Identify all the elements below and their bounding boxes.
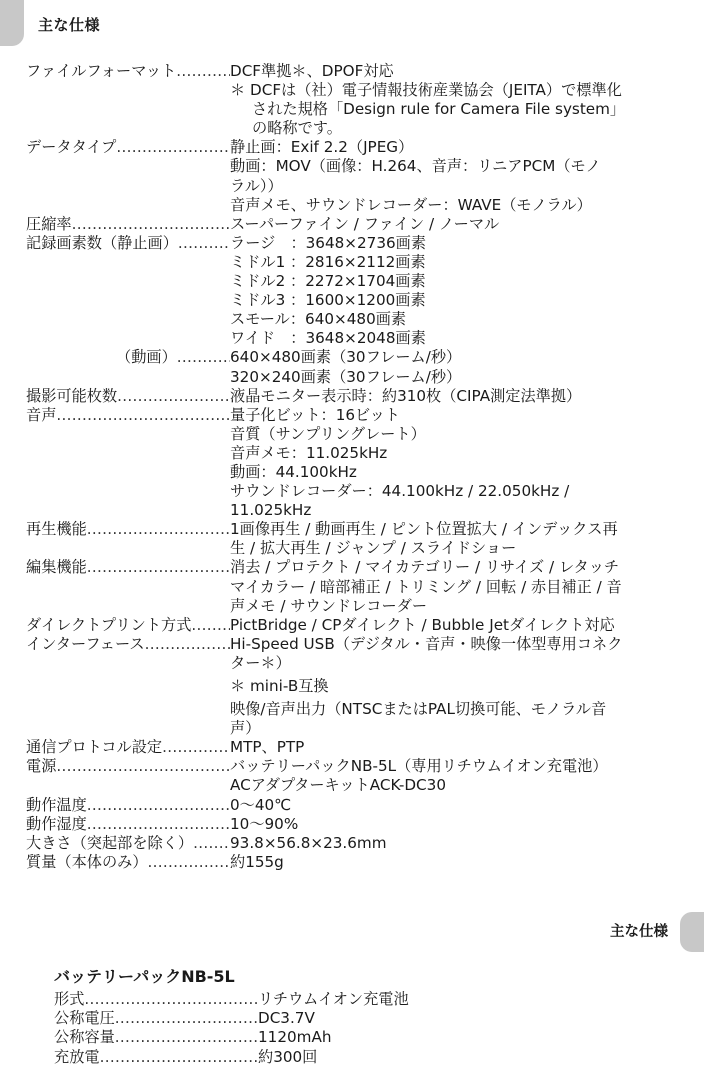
spec-value bbox=[230, 635, 666, 738]
spec-line: 約155g bbox=[230, 852, 284, 871]
spec-line: ター＊） bbox=[230, 653, 291, 672]
spec-row-humidity bbox=[26, 815, 666, 834]
leader-dots bbox=[87, 815, 230, 834]
battery-row-cycles bbox=[54, 1048, 434, 1067]
spec-label: インターフェース bbox=[26, 634, 145, 653]
spec-line: 音声メモ、サウンドレコーダー：WAVE（モノラル） bbox=[230, 195, 592, 214]
leader-dots bbox=[117, 387, 230, 406]
leader-dots bbox=[115, 1028, 258, 1047]
spec-label: 記録画素数（静止画） bbox=[26, 233, 178, 252]
spec-label: 音声 bbox=[26, 405, 57, 424]
spec-label: データタイプ bbox=[26, 138, 117, 157]
spec-line: 液晶モニター表示時：約310枚（CIPA測定法準拠） bbox=[230, 386, 582, 405]
spec-line: 音声メモ：11.025kHz bbox=[230, 443, 388, 462]
leader-dots bbox=[178, 234, 230, 253]
spec-line: スモール：640×480画素 bbox=[230, 310, 407, 329]
spec-row-temperature bbox=[26, 796, 666, 815]
leader-dots bbox=[148, 853, 231, 872]
spec-label: 質量（本体のみ） bbox=[26, 852, 148, 871]
spec-label: 通信プロトコル設定 bbox=[26, 738, 163, 757]
spec-value bbox=[230, 815, 666, 834]
spec-line: ラル）） bbox=[230, 176, 283, 195]
spec-label: 動作温度 bbox=[26, 795, 87, 814]
spec-line: 静止画：Exif 2.2（JPEG） bbox=[230, 138, 414, 157]
spec-line: 320×240画素（30フレーム/秒） bbox=[230, 367, 462, 386]
spec-label: 編集機能 bbox=[26, 558, 87, 577]
spec-row-editing bbox=[26, 558, 666, 615]
leader-dots bbox=[87, 796, 230, 815]
leader-dots bbox=[193, 834, 230, 853]
spec-label: （動画） bbox=[116, 348, 177, 367]
spec-line: 0～40℃ bbox=[230, 795, 292, 814]
spec-line: 映像/音声出力（NTSCまたはPAL切換可能、モノラル音 bbox=[230, 700, 607, 719]
battery-row-capacity bbox=[54, 1028, 434, 1047]
spec-line: ワイド ：3648×2048画素 bbox=[230, 329, 426, 348]
spec-value bbox=[230, 387, 666, 406]
spec-note-line: の略称です。 bbox=[252, 119, 342, 138]
leader-dots bbox=[87, 520, 230, 539]
spec-value bbox=[230, 62, 666, 138]
spec-line: 640×480画素（30フレーム/秒） bbox=[230, 348, 462, 367]
spec-value bbox=[230, 796, 666, 815]
battery-row-voltage bbox=[54, 1009, 434, 1028]
spec-label: 形式 bbox=[54, 990, 85, 1008]
spec-value bbox=[230, 138, 666, 214]
spec-line: ラージ ：3648×2736画素 bbox=[230, 233, 427, 252]
spec-line: Hi-Speed USB（デジタル・音声・映像一体型専用コネク bbox=[230, 634, 623, 653]
page-title: 主な仕様 bbox=[38, 16, 101, 34]
spec-row-audio bbox=[26, 406, 666, 521]
spec-line: マイカラー / 暗部補正 / トリミング / 回転 / 赤目補正 / 音 bbox=[230, 577, 622, 596]
spec-note-line: ＊ mini-B互換 bbox=[230, 677, 329, 695]
spec-row-dimensions bbox=[26, 834, 666, 853]
leader-dots bbox=[56, 406, 230, 425]
spec-line: 生 / 拡大再生 / ジャンプ / スライドショー bbox=[230, 539, 517, 558]
spec-line: ミドル3 ：1600×1200画素 bbox=[230, 291, 426, 310]
spec-label: 動作湿度 bbox=[26, 814, 87, 833]
spec-line: 1画像再生 / 動画再生 / ピント位置拡大 / インデックス再 bbox=[230, 520, 618, 539]
spec-line: 動画：MOV（画像：H.264、音声：リニアPCM（モノ bbox=[230, 157, 601, 176]
spec-line: バッテリーパックNB-5L（専用リチウムイオン充電池） bbox=[230, 757, 608, 776]
leader-dots bbox=[87, 558, 230, 577]
spec-line: 動画：44.100kHz bbox=[230, 462, 357, 481]
spec-row-file-format bbox=[26, 62, 666, 138]
spec-value bbox=[230, 757, 666, 795]
spec-line: DCF準拠＊、DPOF対応 bbox=[230, 62, 394, 80]
spec-label: 電源 bbox=[26, 757, 57, 776]
leader-dots bbox=[176, 62, 230, 81]
spec-value: リチウムイオン充電池 bbox=[258, 990, 409, 1008]
page-tab-marker bbox=[0, 0, 24, 46]
section-footer-title: 主な仕様 bbox=[610, 924, 668, 940]
spec-value bbox=[230, 348, 666, 386]
leader-dots bbox=[72, 215, 230, 234]
spec-row-interface bbox=[26, 635, 666, 738]
spec-row-data-type bbox=[26, 138, 666, 214]
leader-dots bbox=[145, 635, 230, 654]
spec-row-compression bbox=[26, 215, 666, 234]
spec-value: 約300回 bbox=[258, 1047, 318, 1066]
spec-line: PictBridge / CPダイレクト / Bubble Jetダイレクト対応 bbox=[230, 615, 615, 634]
spec-line: スーパーファイン / ファイン / ノーマル bbox=[230, 214, 500, 233]
battery-spec-table bbox=[54, 990, 434, 1067]
battery-row-type bbox=[54, 990, 434, 1009]
spec-row-movie-resolution bbox=[26, 348, 666, 386]
spec-line: 声） bbox=[230, 719, 261, 738]
spec-label: 撮影可能枚数 bbox=[26, 386, 118, 405]
leader-dots bbox=[84, 990, 258, 1009]
spec-line: MTP、PTP bbox=[230, 738, 305, 757]
spec-value bbox=[230, 215, 666, 234]
spec-value bbox=[230, 853, 666, 872]
spec-line: 量子化ビット：16ビット bbox=[230, 405, 400, 424]
spec-line: 音質（サンプリングレート） bbox=[230, 424, 426, 443]
leader-dots bbox=[116, 138, 230, 157]
spec-label: ダイレクトプリント方式 bbox=[26, 615, 192, 634]
spec-value: DC3.7V bbox=[258, 1009, 315, 1028]
spec-value: 1120mAh bbox=[258, 1028, 332, 1047]
spec-row-weight bbox=[26, 853, 666, 872]
spec-label: ファイルフォーマット bbox=[26, 62, 177, 80]
spec-line: 消去 / プロテクト / マイカテゴリー / リサイズ / レタッチ bbox=[230, 558, 620, 577]
spec-row-still-resolution bbox=[26, 234, 666, 349]
spec-value bbox=[230, 406, 666, 521]
leader-dots bbox=[56, 757, 230, 776]
spec-line: 声メモ / サウンドレコーダー bbox=[230, 596, 428, 615]
spec-row-power bbox=[26, 757, 666, 795]
leader-dots bbox=[162, 738, 230, 757]
spec-label: 公称容量 bbox=[54, 1028, 115, 1047]
spec-value bbox=[230, 834, 666, 853]
spec-label: 大きさ（突起部を除く） bbox=[26, 833, 194, 852]
spec-value bbox=[230, 616, 666, 635]
leader-dots bbox=[115, 1009, 258, 1028]
spec-line: サウンドレコーダー：44.100kHz / 22.050kHz / bbox=[230, 482, 570, 501]
leader-dots bbox=[191, 616, 230, 635]
spec-note-line: ＊ DCFは（社）電子情報技術産業協会（JEITA）で標準化 bbox=[230, 81, 622, 100]
leader-dots bbox=[100, 1048, 258, 1067]
spec-value bbox=[230, 520, 666, 558]
spec-value bbox=[230, 234, 666, 349]
spec-table bbox=[26, 62, 666, 872]
spec-line: ACアダプターキットACK-DC30 bbox=[230, 776, 446, 795]
spec-line: 10～90% bbox=[230, 814, 299, 833]
spec-label: 公称電圧 bbox=[54, 1009, 115, 1028]
battery-section-title: バッテリーパックNB-5L bbox=[54, 967, 235, 986]
spec-line: ミドル1 ：2816×2112画素 bbox=[230, 252, 426, 271]
spec-row-protocol bbox=[26, 738, 666, 757]
spec-line: 93.8×56.8×23.6mm bbox=[230, 833, 387, 852]
leader-dots bbox=[177, 348, 230, 367]
spec-line: 11.025kHz bbox=[230, 501, 312, 520]
spec-label: 圧縮率 bbox=[26, 214, 72, 233]
spec-row-shots bbox=[26, 387, 666, 406]
spec-row-playback bbox=[26, 520, 666, 558]
spec-line: ミドル2 ：2272×1704画素 bbox=[230, 272, 426, 291]
spec-note-line: された規格「Design rule for Camera File system」 bbox=[252, 100, 626, 119]
spec-label: 再生機能 bbox=[26, 520, 87, 539]
spec-value bbox=[230, 738, 666, 757]
spec-value bbox=[230, 558, 666, 615]
page-tab-marker bbox=[680, 912, 704, 952]
spec-label: 充放電 bbox=[54, 1047, 100, 1066]
spec-row-direct-print bbox=[26, 616, 666, 635]
